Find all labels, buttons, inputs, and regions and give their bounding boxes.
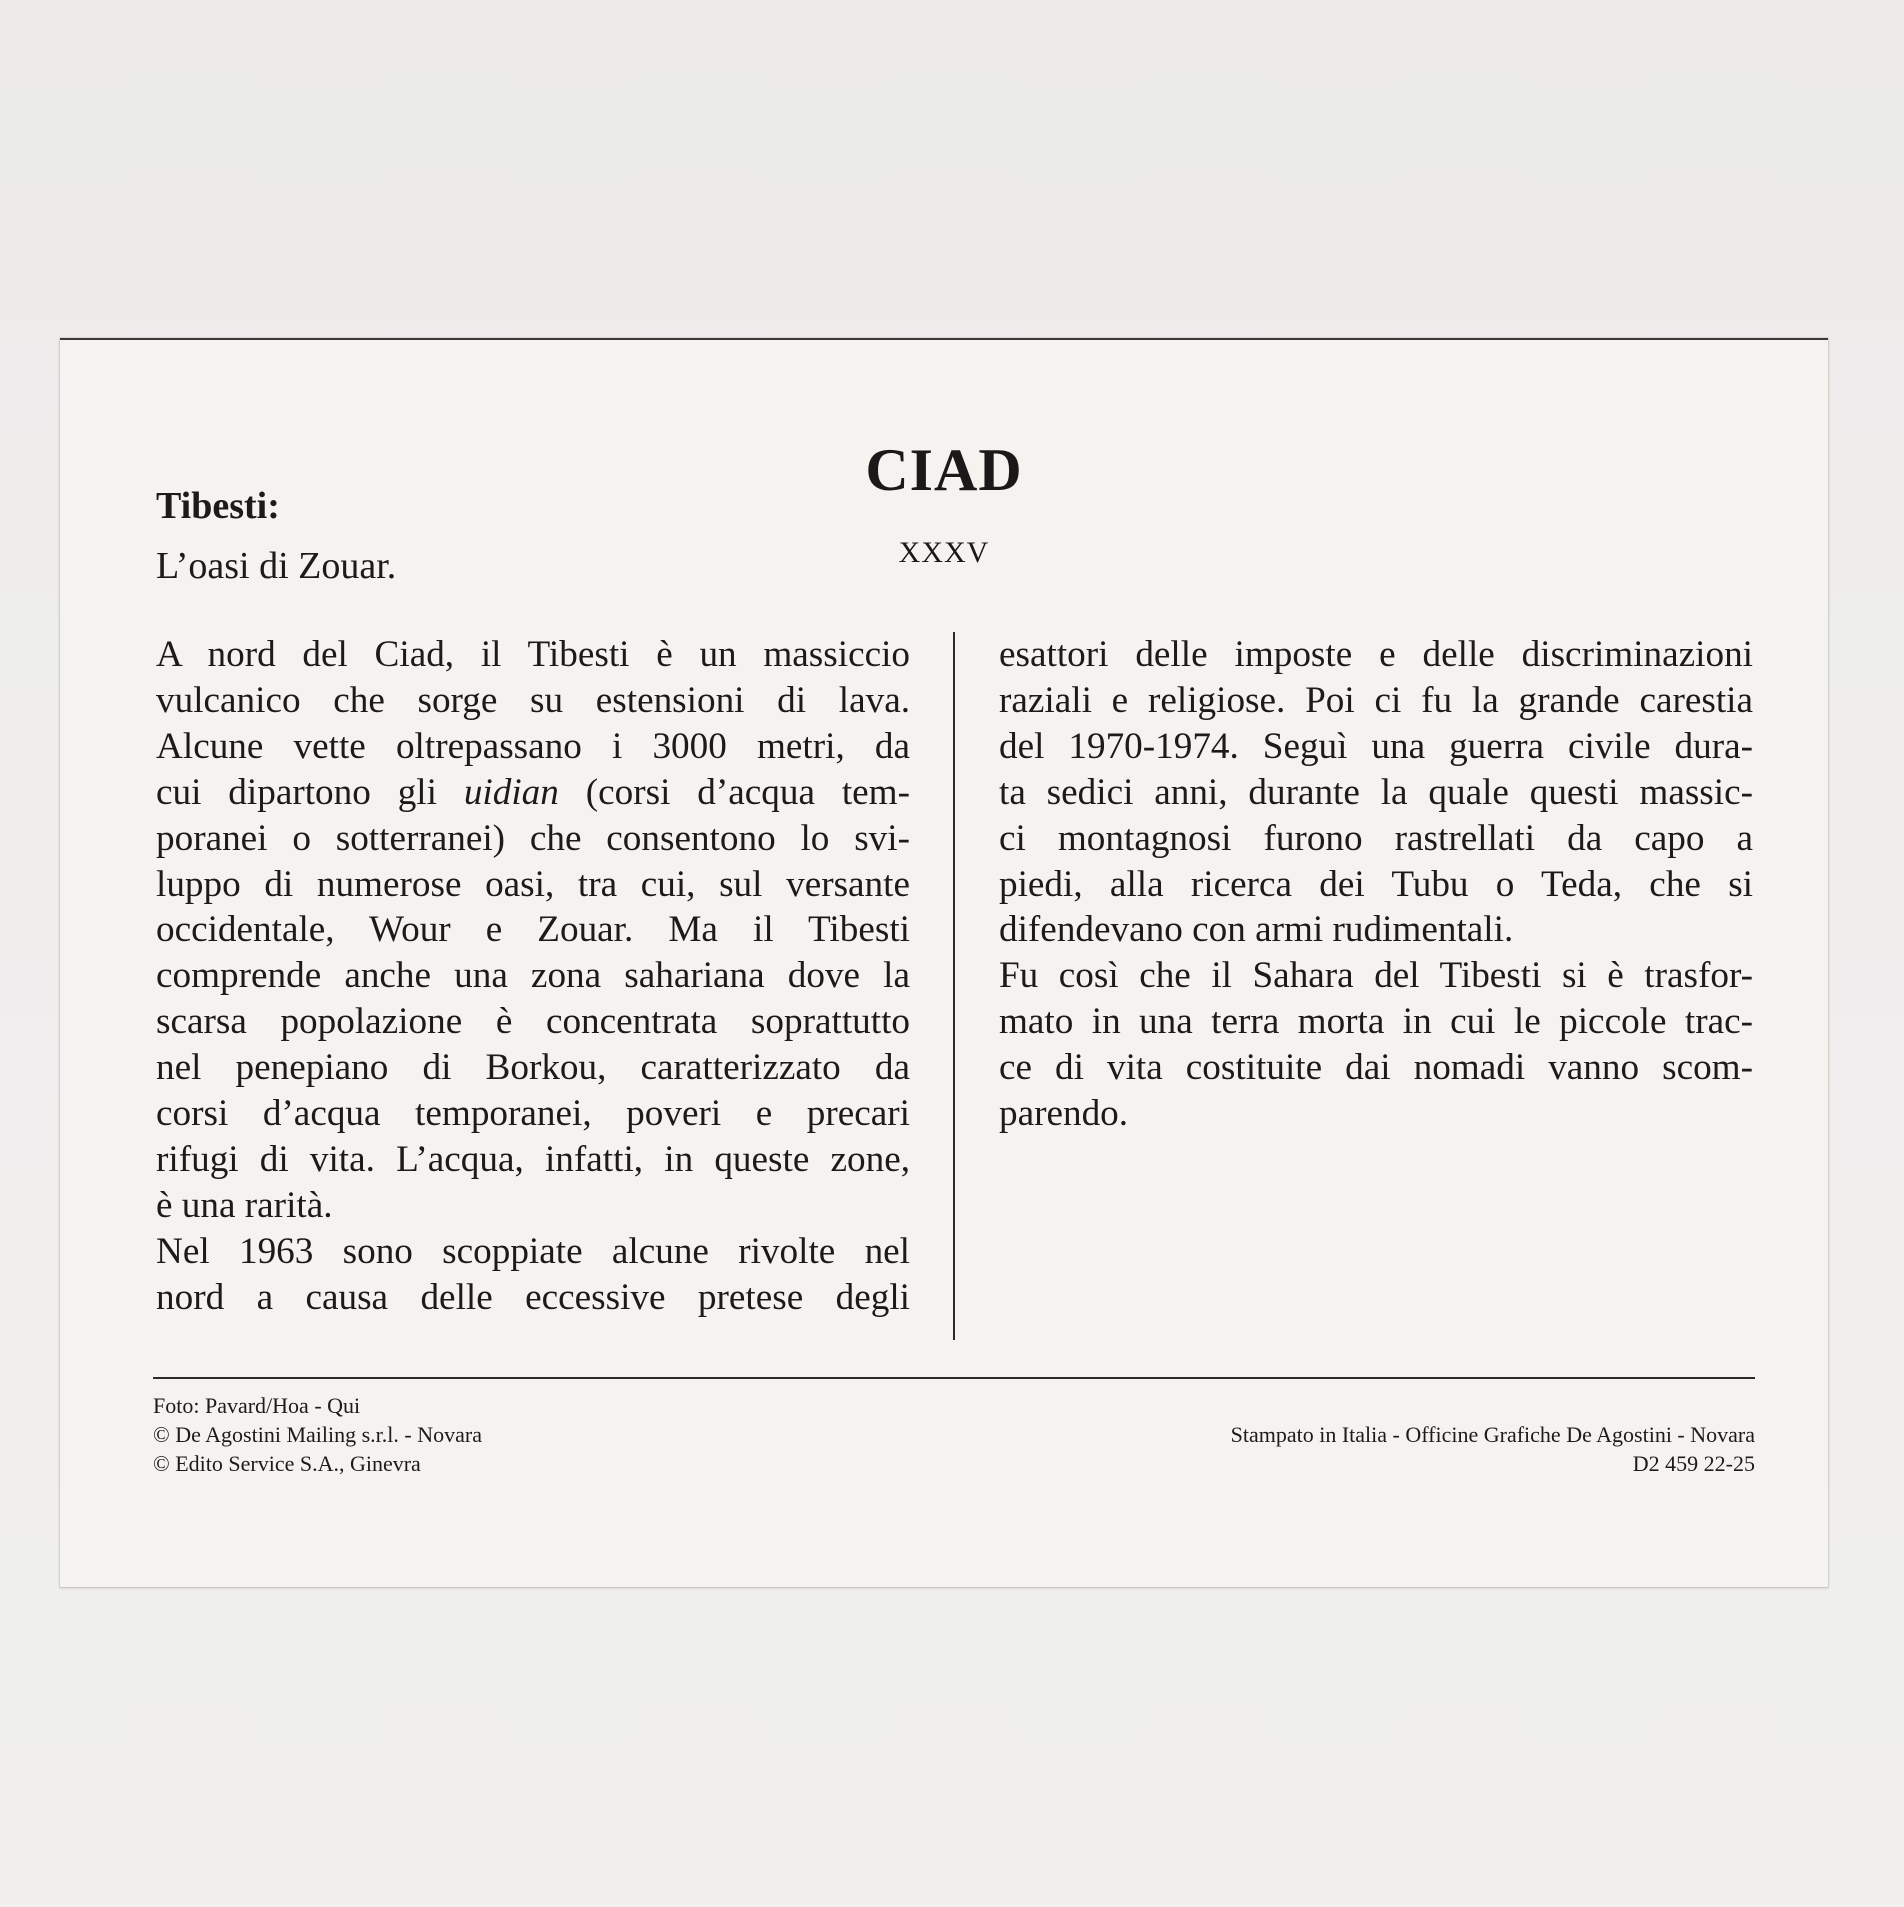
footer-rule <box>153 1377 1755 1379</box>
text-line: occidentale, Wour e Zouar. Ma il Tibesti <box>156 909 910 951</box>
left-text-column <box>156 632 910 1321</box>
text-line: esattori delle imposte e delle discriminazioni <box>999 634 1753 675</box>
text-line: A nord del Ciad, il Tibesti è un massiccio <box>156 634 910 675</box>
text-line: vulcanico che sorge su estensioni di lava. <box>156 679 910 721</box>
text-line: Fu così che il Sahara del Tibesti si è trasfor- <box>999 955 1753 997</box>
copyright-line: © De Agostini Mailing s.r.l. - Novara <box>153 1422 482 1447</box>
text-line: Nel 1963 sono scoppiate alcune rivolte nel <box>156 1230 910 1272</box>
postcard-back <box>60 338 1828 1587</box>
italic-term: uidian <box>463 771 559 813</box>
text-line-with-italic <box>156 770 910 816</box>
text-line: del 1970-1974. Seguì una guerra civile dura- <box>999 725 1753 767</box>
right-text-column <box>999 632 1753 1137</box>
printer-line: Stampato in Italia - Officine Grafiche De Agostini - Novara <box>1230 1422 1755 1447</box>
text-fragment: cui dipartono gli <box>156 771 464 813</box>
place-heading: Tibesti: <box>156 485 280 527</box>
credits-block <box>153 1391 482 1478</box>
text-line: ci montagnosi furono rastrellati da capo a <box>999 817 1753 859</box>
text-line: parendo. <box>999 1093 1129 1135</box>
copyright-line: © Edito Service S.A., Ginevra <box>153 1451 421 1476</box>
column-divider <box>953 632 955 1340</box>
card-number: XXXV <box>898 536 990 569</box>
text-line: difendevano con armi rudimentali. <box>999 909 1514 951</box>
product-code: D2 459 22-25 <box>1632 1451 1755 1476</box>
text-line: rifugi di vita. L’acqua, infatti, in queste zone, <box>156 1138 910 1180</box>
text-line: piedi, alla ricerca dei Tubu o Teda, che si <box>999 863 1753 905</box>
text-line: ta sedici anni, durante la quale questi massic- <box>999 771 1753 813</box>
text-line: nord a causa delle eccessive pretese degli <box>156 1276 910 1318</box>
text-line: ce di vita costituite dai nomadi vanno scom- <box>999 1047 1753 1089</box>
text-line: scarsa popolazione è concentrata soprattutto <box>156 1001 910 1043</box>
text-line: raziali e religiose. Poi ci fu la grande carestia <box>999 679 1753 721</box>
text-line: corsi d’acqua temporanei, poveri e precari <box>156 1093 910 1135</box>
photo-subject: L’oasi di Zouar. <box>156 545 397 587</box>
text-line: nel penepiano di Borkou, caratterizzato da <box>156 1047 910 1089</box>
text-fragment: (corsi d’acqua tem- <box>558 771 910 813</box>
text-line: comprende anche una zona sahariana dove la <box>156 955 910 997</box>
text-line: è una rarità. <box>156 1184 333 1226</box>
text-line: mato in una terra morta in cui le piccole trac- <box>999 1001 1753 1043</box>
card-title: CIAD <box>865 437 1023 503</box>
photo-credit: Foto: Pavard/Hoa - Qui <box>153 1393 361 1418</box>
text-line: luppo di numerose oasi, tra cui, sul versante <box>156 863 910 905</box>
text-line: poranei o sotterranei) che consentono lo svi- <box>156 817 910 859</box>
text-line: Alcune vette oltrepassano i 3000 metri, da <box>156 725 910 767</box>
printer-block <box>1231 1420 1755 1478</box>
